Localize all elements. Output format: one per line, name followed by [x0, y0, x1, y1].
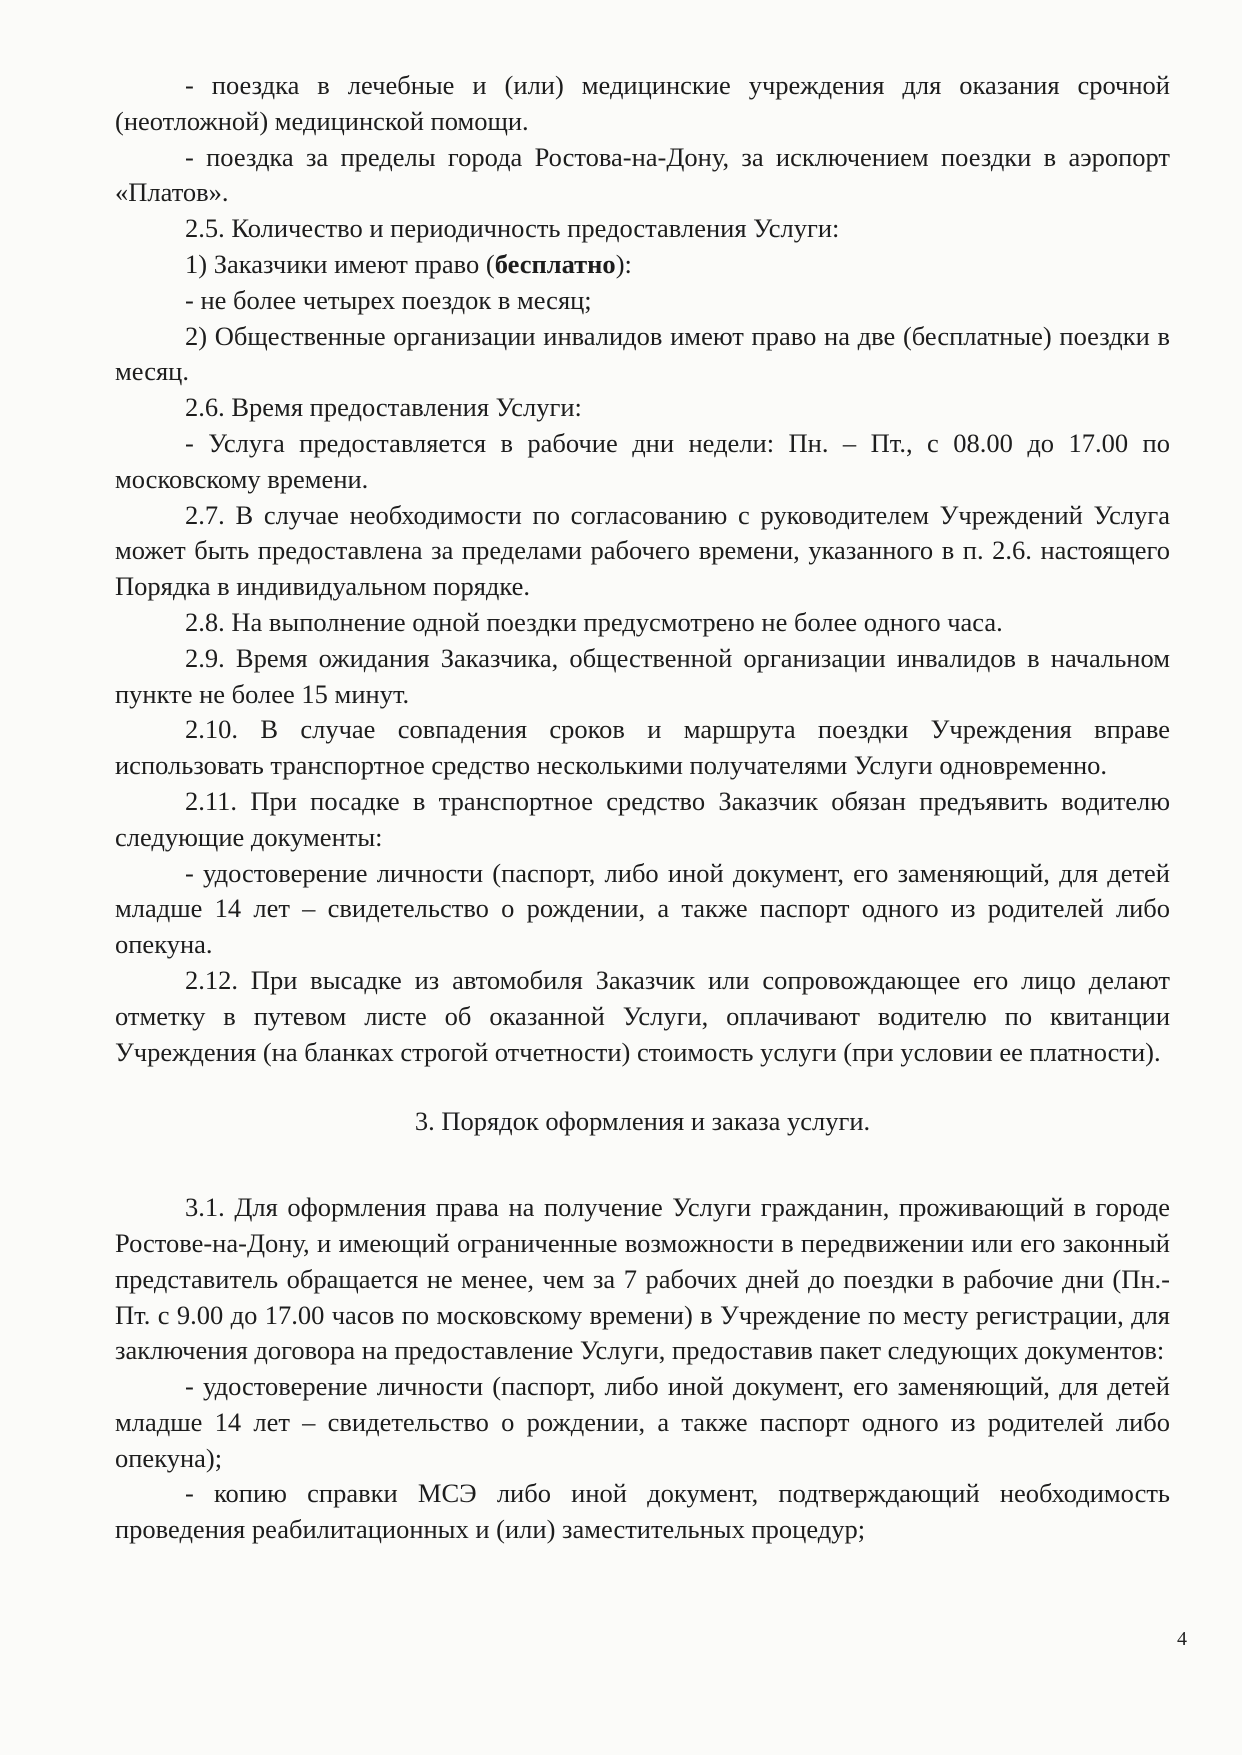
paragraph-2-11: 2.11. При посадке в транспортное средство Заказчик обязан предъявить водителю следующие документы:	[115, 785, 1170, 852]
paragraph-2-5-1	[115, 247, 1170, 283]
page-number: 4	[1177, 1628, 1187, 1650]
paragraph-mse-certificate: - копию справки МСЭ либо иной документ, подтверждающий необходимость проведения реабилитационных и (или) заместительных процедур;	[115, 1478, 1170, 1545]
paragraph-2-5: 2.5. Количество и периодичность предоставления Услуги:	[185, 213, 840, 244]
section-heading: 3. Порядок оформления и заказа услуги.	[414, 1106, 871, 1137]
paragraph-id-documents: - удостоверение личности (паспорт, либо иной документ, его заменяющий, для детей младше 14 лет – свидетельство о рождении, а также паспорт одного из родителей либо опекуна.	[115, 857, 1170, 960]
paragraph-out-of-city-trip: - поездка за пределы города Ростова-на-Дону, за исключением поездки в аэропорт «Платов».	[115, 141, 1170, 208]
paragraph-2-10: 2.10. В случае совпадения сроков и маршрута поездки Учреждения вправе использовать транспортное средство несколькими получателями Услуги одновременно.	[115, 714, 1170, 781]
paragraph-id-documents-2: - удостоверение личности (паспорт, либо иной документ, его заменяющий, для детей младше 14 лет – свидетельство о рождении, а также паспорт одного из родителей либо опекуна);	[115, 1371, 1170, 1473]
paragraph-2-12: 2.12. При высадке из автомобиля Заказчик или сопровождающее его лицо делают отметку в путевом листе об оказанной Услуги, оплачивают водителю по квитанции Учреждения (на бланках строгой отчетности) стоимость услуги (при условии ее платности).	[115, 964, 1170, 1067]
paragraph-2-8: 2.8. На выполнение одной поездки предусмотрено не более одного часа.	[185, 606, 1003, 637]
paragraph-2-5-2: 2) Общественные организации инвалидов имеют право на две (бесплатные) поездки в месяц.	[115, 320, 1170, 387]
paragraph-2-5-1-suffix: ):	[615, 248, 632, 279]
paragraph-2-5-1-bold: бесплатно	[494, 248, 616, 279]
document-page	[115, 68, 1170, 1548]
paragraph-2-9: 2.9. Время ожидания Заказчика, общественной организации инвалидов в начальном пункте не более 15 минут.	[115, 642, 1170, 709]
spacer	[115, 1140, 1170, 1190]
paragraph-working-days: - Услуга предоставляется в рабочие дни недели: Пн. – Пт., с 08.00 до 17.00 по московскому времени.	[115, 427, 1170, 494]
spacer	[115, 1070, 1170, 1104]
paragraph-four-trips: - не более четырех поездок в месяц;	[185, 284, 592, 315]
paragraph-2-6: 2.6. Время предоставления Услуги:	[185, 392, 582, 423]
paragraph-urgent-medical-trip: - поездка в лечебные и (или) медицинские учреждения для оказания срочной (неотложной) медицинской помощи.	[115, 70, 1170, 136]
paragraph-3-1: 3.1. Для оформления права на получение Услуги гражданин, проживающий в городе Ростове-на-Дону, и имеющий ограниченные возможности в передвижении или его законный представитель обращается не менее, чем за 7 рабочих дней до поездки в рабочие дни (Пн.-Пт. с 9.00 до 17.00 часов по московскому времени) в Учреждение по месту регистрации, для заключения договора на предоставление Услуги, предоставив пакет следующих документов:	[115, 1192, 1170, 1366]
paragraph-2-5-1-prefix: 1) Заказчики имеют право (	[185, 248, 495, 279]
paragraph-2-7: 2.7. В случае необходимости по согласованию с руководителем Учреждений Услуга может быть предоставлена за пределами рабочего времени, указанного в п. 2.6. настоящего Порядка в индивидуальном порядке.	[115, 499, 1170, 602]
